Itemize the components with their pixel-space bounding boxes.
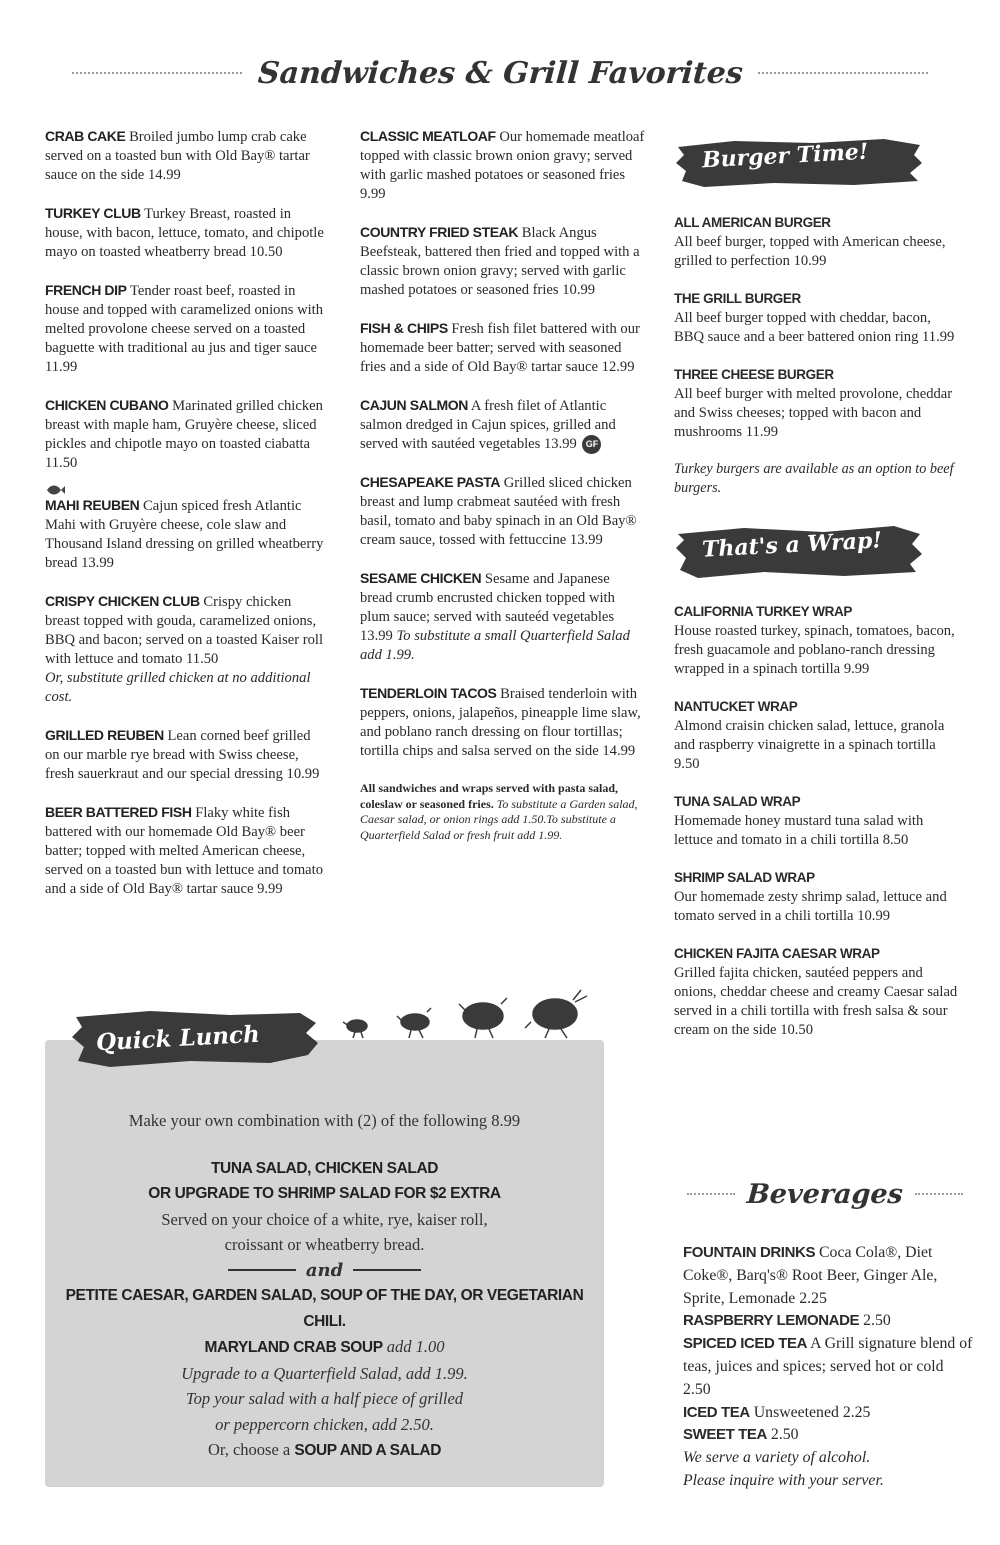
item-price: 14.99 xyxy=(602,743,636,760)
page-title: Sandwiches & Grill Favorites xyxy=(256,55,744,91)
item-name: NANTUCKET WRAP xyxy=(674,699,798,714)
beverages-heading: Beverages xyxy=(745,1178,905,1210)
and-line-left xyxy=(228,1269,296,1271)
beverage-desc: Coca Cola®, Diet Coke®, Barq's® Root Beer, Ginger Ale, Sprite, Lemonade xyxy=(683,1244,938,1307)
menu-column-2 xyxy=(360,127,645,843)
item-price: 9.99 xyxy=(843,661,870,677)
item-desc: Our homemade zesty shrimp salad, lettuce and tomato served in a chili tortilla xyxy=(674,889,947,924)
item-price: 10.99 xyxy=(286,766,320,782)
beverages-header xyxy=(680,1172,970,1216)
quick-line: TUNA SALAD, CHICKEN SALAD xyxy=(210,1159,439,1177)
menu-column-1 xyxy=(45,127,327,918)
quick-lunch-heading: Quick Lunch xyxy=(95,1020,261,1057)
burger-heading-banner xyxy=(674,133,964,191)
quick-line xyxy=(45,1412,604,1438)
item-note: Or, substitute grilled chicken at no additional cost. xyxy=(45,670,311,705)
beverage-item xyxy=(683,1424,973,1447)
beverage-name: ICED TEA xyxy=(683,1403,750,1421)
crab-soup-add: add 1.00 xyxy=(386,1337,445,1356)
menu-item xyxy=(45,127,327,185)
item-price: 11.50 xyxy=(186,651,219,667)
sides-note-italic: To substitute a Garden salad, Caesar salad, or onion rings add 1.50.To substitute a Quarterfield Salad or fresh fruit add 1.99. xyxy=(360,796,638,842)
quick-lunch-banner xyxy=(70,1003,320,1073)
quick-line-text: Or, choose a xyxy=(207,1440,291,1459)
item-desc: Broiled jumbo lump crab cake served on a toasted bun with Old Bay® tartar sauce on the side xyxy=(45,129,310,183)
item-desc: A fresh filet of Atlantic salmon dredged in Cajun spices, grilled and served with sautéed vegetables xyxy=(360,398,616,452)
item-price: 13.99 xyxy=(81,555,114,571)
divider-left xyxy=(72,72,242,74)
item-price: 11.50 xyxy=(45,455,78,471)
quick-intro: Make your own combination with (2) of the following 8.99 xyxy=(128,1111,521,1130)
item-name: GRILLED REUBEN xyxy=(45,727,164,743)
item-name: TURKEY CLUB xyxy=(45,205,141,221)
quick-line xyxy=(45,1334,604,1361)
item-price: 9.50 xyxy=(674,756,700,772)
menu-item xyxy=(45,496,327,573)
menu-item xyxy=(674,365,964,442)
item-price: 10.99 xyxy=(562,282,596,298)
quick-line: PETITE CAESAR, GARDEN SALAD, SOUP OF THE DAY, OR VEGETARIAN CHILI. xyxy=(65,1287,584,1330)
item-desc: Homemade honey mustard tuna salad with lettuce and tomato in a chili tortilla xyxy=(674,813,924,848)
beverage-desc: A Grill signature blend of teas, juices and spices; served hot or cold xyxy=(683,1335,973,1375)
item-name: CHICKEN CUBANO xyxy=(45,397,169,413)
gluten-free-badge: GF xyxy=(582,435,601,454)
item-desc: Grilled fajita chicken, sautéed peppers and onions, cheddar cheese and creamy Caesar salad served in a chili tortilla with fresh salsa & sour cream on the side xyxy=(674,965,958,1038)
beverage-item xyxy=(683,1242,973,1310)
menu-item xyxy=(360,569,645,665)
menu-item xyxy=(360,319,645,377)
item-desc: Cajun spiced fresh Atlantic Mahi with Gruyère cheese, cole slaw and Thousand Island dressing on grilled wheatberry bread xyxy=(45,498,324,571)
item-name: BEER BATTERED FISH xyxy=(45,804,192,820)
item-name: CLASSIC MEATLOAF xyxy=(360,128,496,144)
item-price: 14.99 xyxy=(147,167,181,183)
divider-left xyxy=(687,1193,735,1195)
quick-line xyxy=(45,1437,604,1464)
sides-note-bold: All sandwiches and wraps served with pasta salad, coleslaw or seasoned fries. xyxy=(360,781,619,811)
birds-illustration xyxy=(335,982,595,1042)
item-name: SESAME CHICKEN xyxy=(360,570,482,587)
crab-soup-label: MARYLAND CRAB SOUP xyxy=(204,1339,383,1356)
beverage-item xyxy=(683,1310,973,1333)
beverage-price: 2.50 xyxy=(863,1312,891,1330)
item-price: 13.99 xyxy=(543,436,577,452)
item-price: 10.99 xyxy=(793,253,827,269)
item-desc: Tender roast beef, roasted in house and topped with caramelized onions with melted provolone cheese served on a toasted baguette with traditional au jus and tiger sauce xyxy=(45,283,324,356)
item-price: 11.99 xyxy=(45,359,78,375)
quick-line xyxy=(45,1386,604,1412)
item-name: CRAB CAKE xyxy=(45,128,126,144)
beverage-price: 2.25 xyxy=(799,1289,827,1307)
menu-item xyxy=(674,213,964,271)
quick-lunch-content xyxy=(45,1108,604,1464)
menu-item xyxy=(674,792,964,850)
item-desc: All beef burger with melted provolone, cheddar and Swiss cheeses; topped with bacon and mushrooms xyxy=(674,386,953,440)
item-name: CAJUN SALMON xyxy=(360,397,468,413)
item-desc: Crispy chicken breast topped with gouda, caramelized onions, BBQ and bacon; served on a toasted Kaiser roll with lettuce and tomato xyxy=(45,594,324,667)
quick-line: Served on your choice of a white, rye, kaiser roll, xyxy=(161,1209,488,1229)
item-name: ALL AMERICAN BURGER xyxy=(674,215,831,230)
item-note: To substitute a small Quarterfield Salad add 1.99. xyxy=(360,628,630,664)
item-name: THREE CHEESE BURGER xyxy=(674,367,834,382)
beverage-name: FOUNTAIN DRINKS xyxy=(683,1244,816,1261)
item-price: 13.99 xyxy=(360,628,393,645)
item-desc: Black Angus Beefsteak, battered then fried and topped with a classic brown onion gravy; served with garlic mashed potatoes or seasoned fries xyxy=(360,225,640,298)
menu-item xyxy=(360,127,645,204)
beverage-price: 2.50 xyxy=(683,1380,711,1398)
divider-right xyxy=(915,1193,963,1195)
item-price: 9.99 xyxy=(360,186,386,202)
item-price: 12.99 xyxy=(601,359,635,375)
menu-item xyxy=(360,223,645,300)
and-label: and xyxy=(305,1259,344,1281)
quick-line-text: Upgrade to a Quarterfield Salad, add 1.99. xyxy=(181,1363,468,1383)
wrap-heading: That's a Wrap! xyxy=(701,527,883,563)
item-price: 10.99 xyxy=(857,908,891,924)
item-price: 11.99 xyxy=(745,424,779,440)
menu-item xyxy=(674,944,964,1040)
beverage-name: SWEET TEA xyxy=(683,1426,767,1444)
beverage-item xyxy=(683,1402,973,1425)
item-desc: House roasted turkey, spinach, tomatoes, bacon, fresh guacamole and poblano-ranch dressing wrapped in a spinach tortilla xyxy=(674,623,955,677)
item-desc: Lean corned beef grilled on our marble rye bread with Swiss cheese, fresh sauerkraut and our special dressing xyxy=(45,728,311,782)
burger-heading: Burger Time! xyxy=(701,138,870,174)
item-desc: All beef burger, topped with American cheese, grilled to perfection xyxy=(674,234,946,269)
quick-line: croissant or wheatberry bread. xyxy=(224,1235,425,1254)
quick-line xyxy=(45,1361,604,1387)
menu-item xyxy=(674,868,964,926)
item-price: 11.99 xyxy=(922,329,955,345)
and-divider xyxy=(45,1258,604,1284)
menu-item xyxy=(360,684,645,761)
item-name: CRISPY CHICKEN CLUB xyxy=(45,593,200,609)
menu-item xyxy=(45,726,327,784)
beverage-name: SPICED ICED TEA xyxy=(683,1335,808,1353)
quick-line-text: or peppercorn chicken, add 2.50. xyxy=(215,1414,434,1434)
menu-column-3 xyxy=(674,127,964,1058)
item-desc: Fresh fish filet battered with our homemade beer batter; served with seasoned fries and a side of Old Bay® tartar sauce xyxy=(360,321,640,375)
item-desc: Marinated grilled chicken breast with maple ham, Gruyère cheese, sliced pickles and chipotle mayo on toasted ciabatta xyxy=(45,398,323,452)
beverage-note xyxy=(683,1447,973,1470)
beverage-note xyxy=(683,1470,973,1493)
item-name: CHESAPEAKE PASTA xyxy=(360,474,501,491)
menu-item xyxy=(360,473,645,550)
quick-line-text: Top your salad with a half piece of grilled xyxy=(185,1389,464,1408)
beverage-note-text: Please inquire with your server. xyxy=(683,1471,884,1489)
item-price: 9.99 xyxy=(257,881,283,897)
menu-item xyxy=(45,396,327,473)
item-name: CALIFORNIA TURKEY WRAP xyxy=(674,604,852,619)
menu-item xyxy=(360,396,645,454)
beverage-item xyxy=(683,1333,973,1401)
burger-note: Turkey burgers are available as an option to beef burgers. xyxy=(674,461,954,496)
fish-icon xyxy=(45,484,65,496)
item-desc: Turkey Breast, roasted in house, with bacon, lettuce, tomato, and chipotle mayo on toasted wheatberry bread xyxy=(45,206,324,260)
item-name: SHRIMP SALAD WRAP xyxy=(674,870,815,885)
item-name: COUNTRY FRIED STEAK xyxy=(360,224,519,240)
item-name: TUNA SALAD WRAP xyxy=(674,794,801,809)
menu-item xyxy=(45,204,327,262)
item-price: 8.50 xyxy=(882,832,909,848)
item-desc: Almond craisin chicken salad, lettuce, granola and raspberry vinaigrette in a spinach tortilla xyxy=(674,718,945,753)
item-desc: Sesame and Japanese bread crumb encrusted chicken topped with plum sauce; served with sauteéd vegetables xyxy=(360,571,615,626)
menu-item xyxy=(674,602,964,679)
item-name: CHICKEN FAJITA CAESAR WRAP xyxy=(674,946,880,961)
beverage-note-text: We serve a variety of alcohol. xyxy=(683,1449,871,1467)
item-name: MAHI REUBEN xyxy=(45,497,140,513)
quick-line: OR UPGRADE TO SHRIMP SALAD FOR $2 EXTRA xyxy=(148,1185,501,1202)
beverage-price: 2.25 xyxy=(842,1403,871,1421)
item-desc: Grilled sliced chicken breast and lump crabmeat sautéed with fresh basil, tomato and baby spinach in an Old Bay® cream sauce, tossed with fettuccine xyxy=(360,475,637,549)
menu-item xyxy=(45,281,327,377)
item-desc: All beef burger topped with cheddar, bacon, BBQ sauce and a beer battered onion ring xyxy=(674,310,931,345)
item-name: THE GRILL BURGER xyxy=(674,291,801,306)
soup-salad-label: SOUP AND A SALAD xyxy=(294,1442,441,1459)
sides-note xyxy=(360,781,645,843)
item-price: 10.50 xyxy=(249,244,283,260)
beverages-list xyxy=(683,1242,973,1493)
item-price: 13.99 xyxy=(569,532,603,549)
menu-item xyxy=(45,803,327,899)
item-price: 10.50 xyxy=(780,1022,814,1038)
item-name: TENDERLOIN TACOS xyxy=(360,685,497,702)
menu-item xyxy=(674,697,964,774)
beverage-desc: Unsweetened xyxy=(753,1403,839,1421)
beverage-price: 2.50 xyxy=(770,1426,799,1444)
item-desc: Our homemade meatloaf topped with classic brown onion gravy; served with garlic mashed potatoes or seasoned fries xyxy=(360,129,645,183)
item-name: FRENCH DIP xyxy=(45,282,127,298)
and-line-right xyxy=(353,1269,421,1271)
beverage-name: RASPBERRY LEMONADE xyxy=(683,1312,860,1330)
menu-item xyxy=(45,592,327,707)
wrap-heading-banner xyxy=(674,522,964,580)
page-header xyxy=(0,48,1000,98)
item-name: FISH & CHIPS xyxy=(360,320,448,336)
item-desc: Flaky white fish battered with our homemade Old Bay® beer batter; topped with melted American cheese, served on a toasted bun with lettuce and tomato and a side of Old Bay® tartar sauce xyxy=(45,805,324,897)
item-desc: Braised tenderloin with peppers, onions, jalapeños, pineapple lime slaw, and poblano ranch dressing on flour tortillas; tortilla chips and salsa served on the side xyxy=(360,686,641,760)
menu-item xyxy=(674,289,964,347)
divider-right xyxy=(758,72,928,74)
